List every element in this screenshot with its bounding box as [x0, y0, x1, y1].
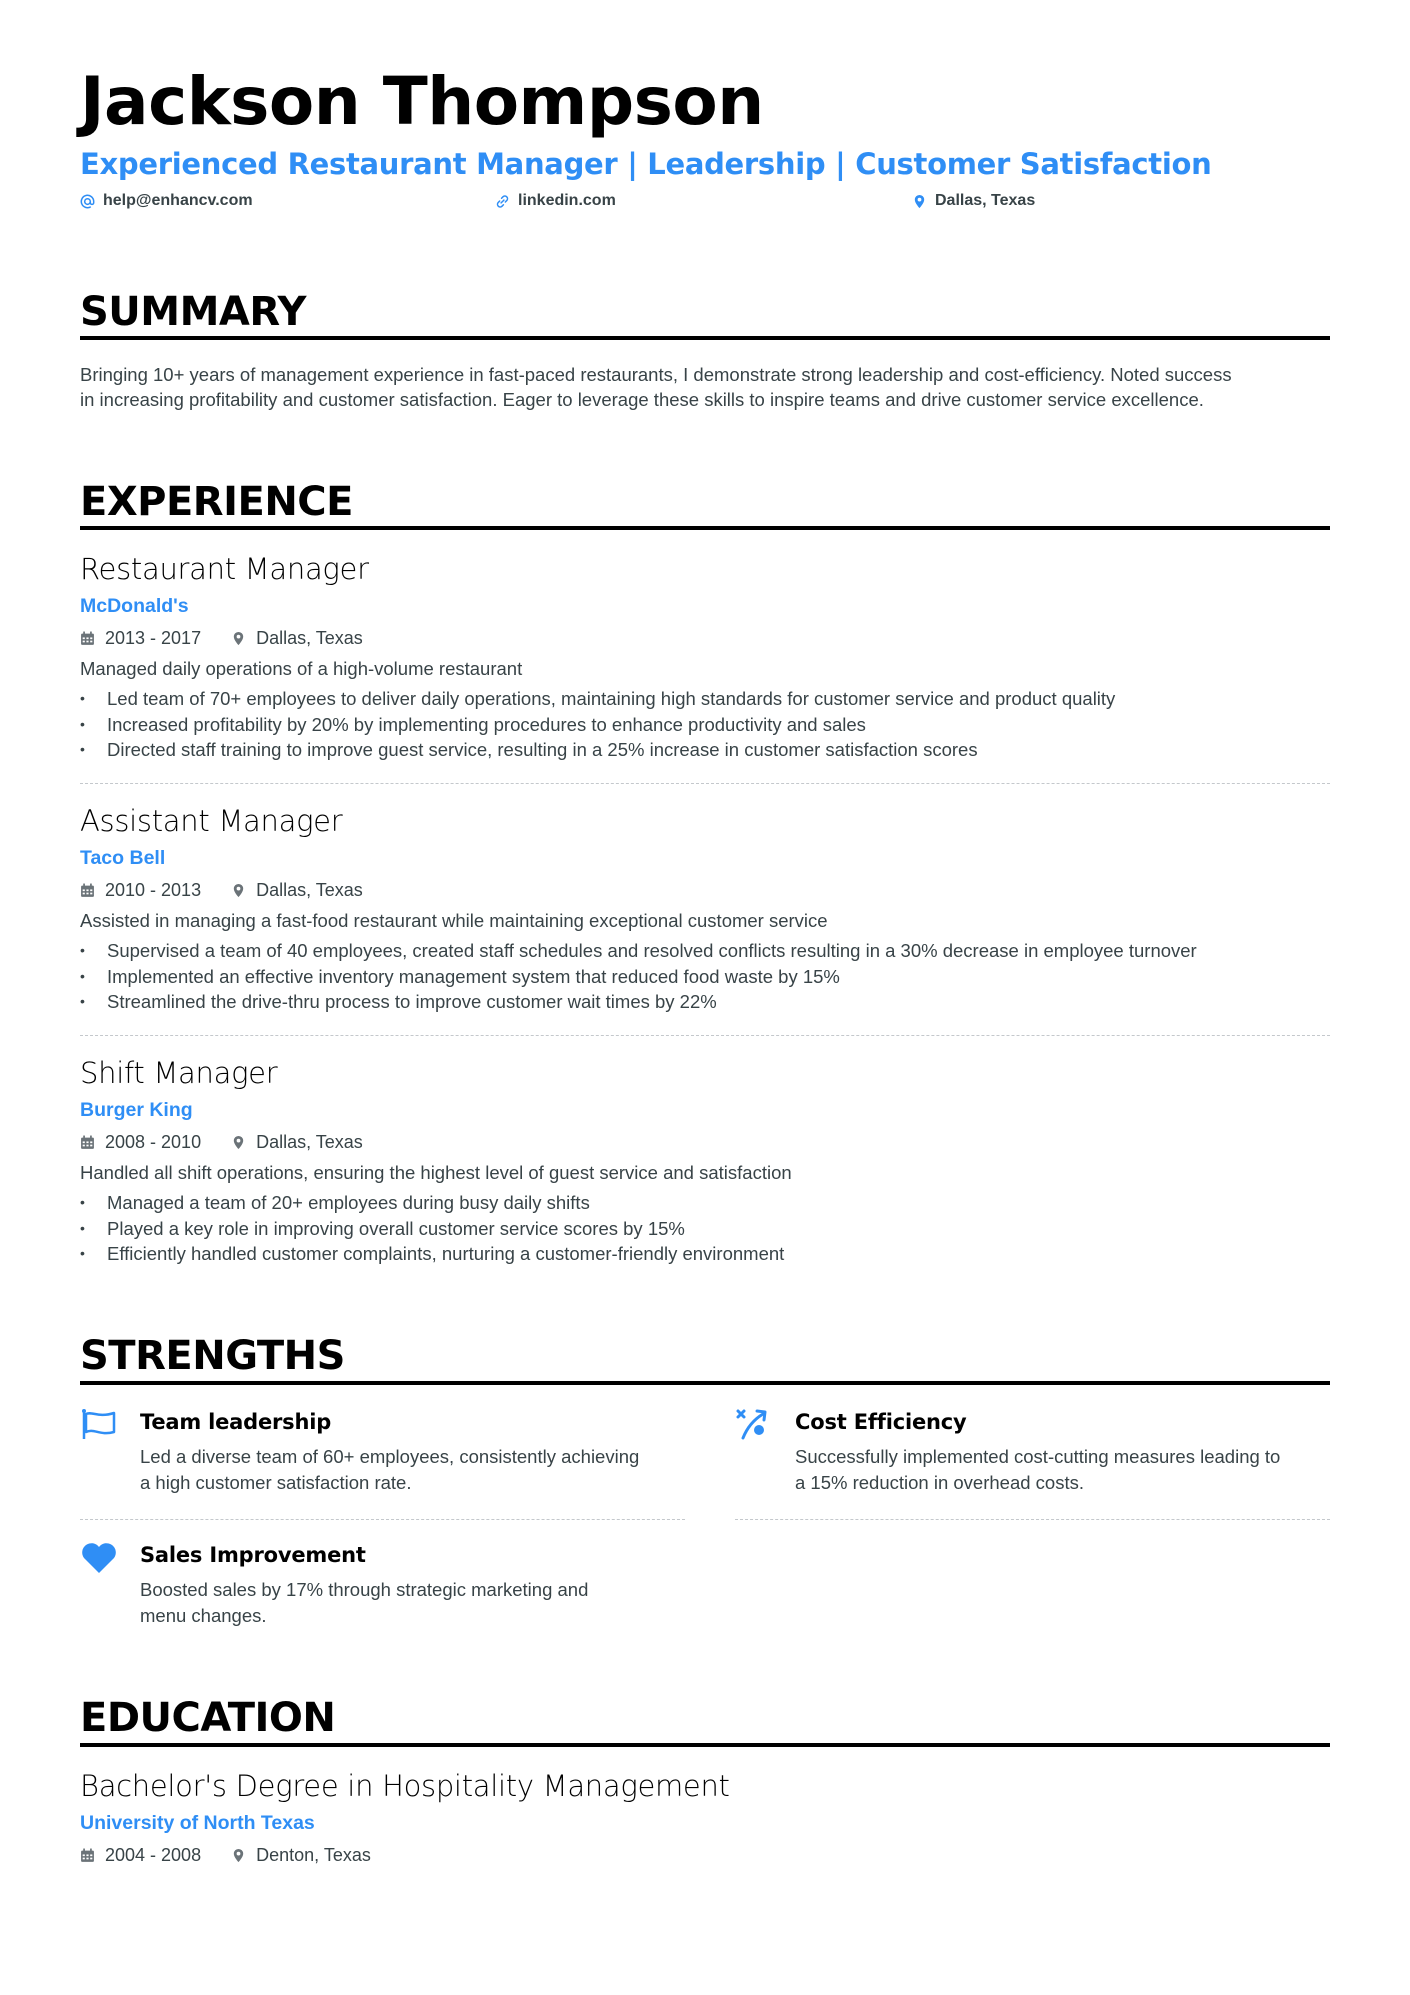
entry-divider — [80, 783, 1330, 784]
strength-desc-line: Successfully implemented cost-cutting measures leading to — [795, 1446, 1281, 1467]
location-pin-icon — [231, 883, 246, 898]
bullet-item: • Streamlined the drive-thru process to improve customer wait times by 22% — [80, 989, 1197, 1015]
strength-divider — [735, 1519, 1330, 1520]
contact-email[interactable] — [80, 192, 253, 210]
bullet-item: • Directed staff training to improve guest service, resulting in a 25% increase in customer satisfaction scores — [80, 737, 1115, 763]
job-location: Dallas, Texas — [256, 628, 363, 648]
candidate-name: Jackson Thompson — [80, 63, 764, 140]
job-bullets — [80, 938, 1197, 1015]
job-dates: 2010 - 2013 — [105, 880, 202, 900]
company-name: McDonald's — [80, 595, 189, 617]
job-location: Dallas, Texas — [256, 1132, 363, 1152]
job-meta — [80, 626, 363, 650]
location-pin-icon — [912, 194, 927, 209]
job-meta — [80, 878, 363, 902]
job-title: Shift Manager — [80, 1056, 278, 1090]
strategy-icon — [735, 1408, 773, 1442]
calendar-icon — [80, 631, 95, 646]
strength-description — [140, 1577, 700, 1628]
experience-rule — [80, 526, 1330, 530]
contact-linkedin[interactable] — [495, 192, 616, 210]
at-icon — [80, 194, 95, 209]
job-meta — [80, 1130, 363, 1154]
calendar-icon — [80, 883, 95, 898]
strengths-heading: STRENGTHS — [80, 1333, 345, 1379]
location-pin-icon — [231, 1135, 246, 1150]
location-pin-icon — [231, 631, 246, 646]
strength-desc-line: Led a diverse team of 60+ employees, consistently achieving — [140, 1446, 640, 1467]
strength-desc-line: a high customer satisfaction rate. — [140, 1471, 412, 1493]
education-heading: EDUCATION — [80, 1695, 336, 1741]
school-name: University of North Texas — [80, 1812, 315, 1834]
strength-desc-line: menu changes. — [140, 1604, 267, 1626]
job-description: Managed daily operations of a high-volume restaurant — [80, 658, 523, 679]
contact-location — [912, 192, 1035, 210]
strength-desc-line: a 15% reduction in overhead costs. — [795, 1471, 1084, 1493]
location-pin-icon — [231, 1848, 246, 1863]
summary-line-2: in increasing profitability and customer satisfaction. Eager to leverage these skills to inspire teams and drive customer service excellence. — [80, 389, 1204, 410]
bullet-item: • Implemented an effective inventory management system that reduced food waste by 15% — [80, 964, 1197, 990]
strength-title: Cost Efficiency — [795, 1410, 967, 1434]
job-description: Handled all shift operations, ensuring the highest level of guest service and satisfaction — [80, 1162, 792, 1183]
job-location: Dallas, Texas — [256, 880, 363, 900]
strength-divider — [80, 1519, 685, 1520]
experience-heading: EXPERIENCE — [80, 479, 353, 525]
job-description: Assisted in managing a fast-food restaurant while maintaining exceptional customer service — [80, 910, 828, 931]
strength-description — [140, 1444, 700, 1495]
education-dates: 2004 - 2008 — [105, 1845, 202, 1865]
education-rule — [80, 1743, 1330, 1747]
bullet-item: • Supervised a team of 40 employees, created staff schedules and resolved conflicts resulting in a 30% decrease in employee turnover — [80, 938, 1197, 964]
headline: Experienced Restaurant Manager | Leadership | Customer Satisfaction — [80, 147, 1212, 181]
bullet-item: • Played a key role in improving overall customer service scores by 15% — [80, 1216, 784, 1242]
degree-title: Bachelor's Degree in Hospitality Management — [80, 1769, 730, 1803]
linkedin-text: linkedin.com — [518, 192, 616, 209]
education-meta — [80, 1843, 371, 1867]
summary-rule — [80, 336, 1330, 340]
job-dates: 2013 - 2017 — [105, 628, 202, 648]
job-bullets — [80, 1190, 784, 1267]
bullet-item: • Efficiently handled customer complaints, nurturing a customer-friendly environment — [80, 1241, 784, 1267]
contact-bar — [80, 192, 1330, 218]
job-bullets — [80, 686, 1115, 763]
strength-title: Team leadership — [140, 1410, 332, 1434]
flag-icon — [80, 1408, 118, 1442]
company-name: Taco Bell — [80, 847, 166, 869]
calendar-icon — [80, 1135, 95, 1150]
email-text: help@enhancv.com — [103, 192, 253, 209]
job-title: Assistant Manager — [80, 804, 343, 838]
strength-title: Sales Improvement — [140, 1543, 366, 1567]
education-location: Denton, Texas — [256, 1845, 371, 1865]
strengths-rule — [80, 1381, 1330, 1385]
heart-icon — [80, 1541, 118, 1575]
calendar-icon — [80, 1848, 95, 1863]
entry-divider — [80, 1035, 1330, 1036]
strength-description — [795, 1444, 1355, 1495]
bullet-item: • Led team of 70+ employees to deliver daily operations, maintaining high standards for customer service and product quality — [80, 686, 1115, 712]
job-title: Restaurant Manager — [80, 552, 369, 586]
location-text: Dallas, Texas — [935, 192, 1036, 209]
job-dates: 2008 - 2010 — [105, 1132, 202, 1152]
company-name: Burger King — [80, 1099, 193, 1121]
strength-desc-line: Boosted sales by 17% through strategic marketing and — [140, 1579, 589, 1600]
bullet-item: • Managed a team of 20+ employees during busy daily shifts — [80, 1190, 784, 1216]
summary-line-1: Bringing 10+ years of management experience in fast-paced restaurants, I demonstrate strong leadership and cost-efficiency. Noted success — [80, 364, 1232, 385]
summary-heading: SUMMARY — [80, 289, 306, 335]
bullet-item: • Increased profitability by 20% by implementing procedures to enhance productivity and sales — [80, 712, 1115, 738]
link-icon — [495, 194, 510, 209]
